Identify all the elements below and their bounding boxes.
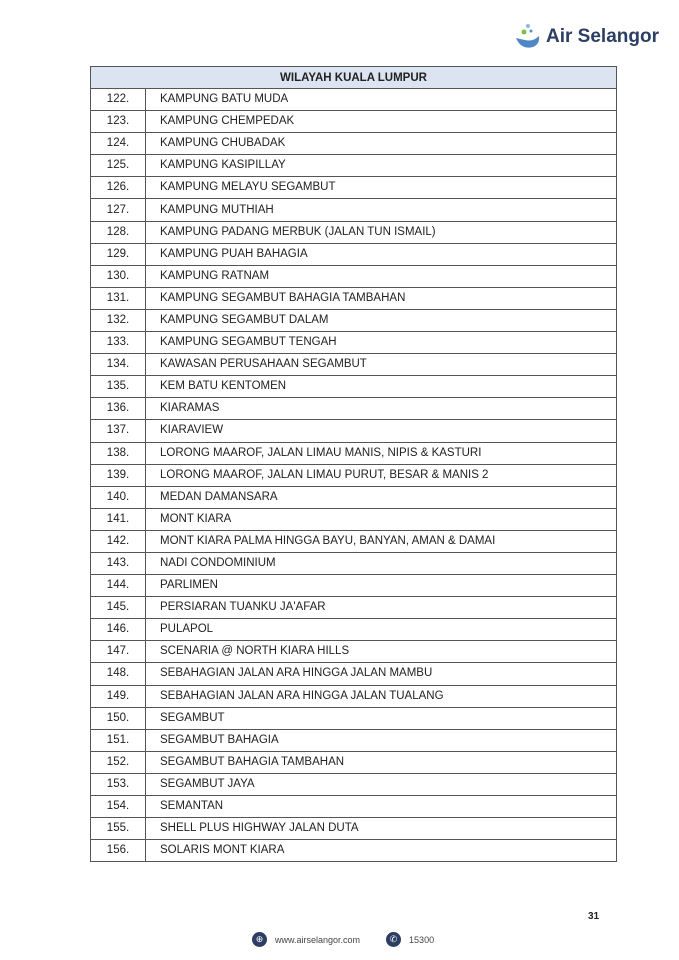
table-row — [91, 133, 617, 155]
row-number: 125. — [91, 155, 146, 177]
area-name: KIARAMAS — [146, 398, 617, 420]
area-name: SEGAMBUT JAYA — [146, 773, 617, 795]
row-number: 127. — [91, 199, 146, 221]
table-row — [91, 464, 617, 486]
area-name: KAMPUNG PUAH BAHAGIA — [146, 243, 617, 265]
row-number: 145. — [91, 597, 146, 619]
table-row — [91, 619, 617, 641]
row-number: 133. — [91, 332, 146, 354]
row-number: 141. — [91, 508, 146, 530]
table-row — [91, 751, 617, 773]
table-row — [91, 641, 617, 663]
table-row — [91, 508, 617, 530]
table-row — [91, 309, 617, 331]
row-number: 128. — [91, 221, 146, 243]
table-row — [91, 597, 617, 619]
row-number: 124. — [91, 133, 146, 155]
table-row — [91, 420, 617, 442]
row-number: 135. — [91, 376, 146, 398]
area-name: KAMPUNG SEGAMBUT DALAM — [146, 309, 617, 331]
row-number: 134. — [91, 354, 146, 376]
row-number: 155. — [91, 818, 146, 840]
area-name: KAMPUNG MELAYU SEGAMBUT — [146, 177, 617, 199]
table-row — [91, 111, 617, 133]
area-name: SEGAMBUT — [146, 707, 617, 729]
row-number: 143. — [91, 552, 146, 574]
footer — [252, 932, 434, 947]
area-name: MONT KIARA — [146, 508, 617, 530]
area-name: KAMPUNG RATNAM — [146, 265, 617, 287]
table-row — [91, 773, 617, 795]
area-name: PERSIARAN TUANKU JA'AFAR — [146, 597, 617, 619]
table-row — [91, 265, 617, 287]
table-header: WILAYAH KUALA LUMPUR — [91, 67, 617, 89]
row-number: 154. — [91, 796, 146, 818]
area-name: MONT KIARA PALMA HINGGA BAYU, BANYAN, AMAN & DAMAI — [146, 530, 617, 552]
table-row — [91, 155, 617, 177]
area-name: SEGAMBUT BAHAGIA — [146, 729, 617, 751]
row-number: 132. — [91, 309, 146, 331]
table-row — [91, 840, 617, 862]
table-row — [91, 552, 617, 574]
table-row — [91, 663, 617, 685]
page-number: 31 — [588, 911, 600, 922]
row-number: 147. — [91, 641, 146, 663]
table-row — [91, 398, 617, 420]
table-row — [91, 707, 617, 729]
table-row — [91, 221, 617, 243]
table-row — [91, 354, 617, 376]
row-number: 139. — [91, 464, 146, 486]
area-name: KAMPUNG MUTHIAH — [146, 199, 617, 221]
row-number: 136. — [91, 398, 146, 420]
water-drop-logo-icon — [513, 22, 543, 52]
table-row — [91, 729, 617, 751]
area-name: PULAPOL — [146, 619, 617, 641]
area-name: SEGAMBUT BAHAGIA TAMBAHAN — [146, 751, 617, 773]
table-row — [91, 575, 617, 597]
table-row — [91, 177, 617, 199]
area-name: SEMANTAN — [146, 796, 617, 818]
row-number: 130. — [91, 265, 146, 287]
table-row — [91, 486, 617, 508]
area-name: KAMPUNG BATU MUDA — [146, 89, 617, 111]
area-name: PARLIMEN — [146, 575, 617, 597]
row-number: 156. — [91, 840, 146, 862]
row-number: 126. — [91, 177, 146, 199]
table-row — [91, 530, 617, 552]
table-row — [91, 199, 617, 221]
area-table — [90, 66, 617, 862]
area-name: KAMPUNG KASIPILLAY — [146, 155, 617, 177]
area-name: KEM BATU KENTOMEN — [146, 376, 617, 398]
row-number: 137. — [91, 420, 146, 442]
table-row — [91, 818, 617, 840]
area-name: KAMPUNG CHEMPEDAK — [146, 111, 617, 133]
area-name: KAWASAN PERUSAHAAN SEGAMBUT — [146, 354, 617, 376]
area-name: KAMPUNG PADANG MERBUK (JALAN TUN ISMAIL) — [146, 221, 617, 243]
row-number: 151. — [91, 729, 146, 751]
table-row — [91, 287, 617, 309]
area-name: SHELL PLUS HIGHWAY JALAN DUTA — [146, 818, 617, 840]
table-row — [91, 332, 617, 354]
row-number: 150. — [91, 707, 146, 729]
table-row — [91, 796, 617, 818]
logo-text: Air Selangor — [546, 26, 659, 47]
table-row — [91, 89, 617, 111]
area-name: SEBAHAGIAN JALAN ARA HINGGA JALAN MAMBU — [146, 663, 617, 685]
row-number: 129. — [91, 243, 146, 265]
area-name: KAMPUNG SEGAMBUT BAHAGIA TAMBAHAN — [146, 287, 617, 309]
area-name: KAMPUNG SEGAMBUT TENGAH — [146, 332, 617, 354]
area-name: LORONG MAAROF, JALAN LIMAU MANIS, NIPIS & KASTURI — [146, 442, 617, 464]
row-number: 152. — [91, 751, 146, 773]
area-name: SEBAHAGIAN JALAN ARA HINGGA JALAN TUALANG — [146, 685, 617, 707]
phone-icon: ✆ — [386, 932, 401, 947]
row-number: 148. — [91, 663, 146, 685]
area-name: NADI CONDOMINIUM — [146, 552, 617, 574]
row-number: 140. — [91, 486, 146, 508]
phone-number: 15300 — [409, 934, 435, 945]
row-number: 144. — [91, 575, 146, 597]
globe-icon: ⊕ — [252, 932, 267, 947]
row-number: 153. — [91, 773, 146, 795]
area-name: KIARAVIEW — [146, 420, 617, 442]
area-name: KAMPUNG CHUBADAK — [146, 133, 617, 155]
area-name: SOLARIS MONT KIARA — [146, 840, 617, 862]
row-number: 123. — [91, 111, 146, 133]
row-number: 131. — [91, 287, 146, 309]
row-number: 149. — [91, 685, 146, 707]
table-row — [91, 442, 617, 464]
area-name: LORONG MAAROF, JALAN LIMAU PURUT, BESAR & MANIS 2 — [146, 464, 617, 486]
row-number: 138. — [91, 442, 146, 464]
row-number: 146. — [91, 619, 146, 641]
table-row — [91, 243, 617, 265]
table-row — [91, 376, 617, 398]
area-name: SCENARIA @ NORTH KIARA HILLS — [146, 641, 617, 663]
row-number: 142. — [91, 530, 146, 552]
website-link[interactable]: www.airselangor.com — [275, 934, 361, 945]
air-selangor-logo — [513, 22, 659, 52]
area-name: MEDAN DAMANSARA — [146, 486, 617, 508]
table-row — [91, 685, 617, 707]
row-number: 122. — [91, 89, 146, 111]
